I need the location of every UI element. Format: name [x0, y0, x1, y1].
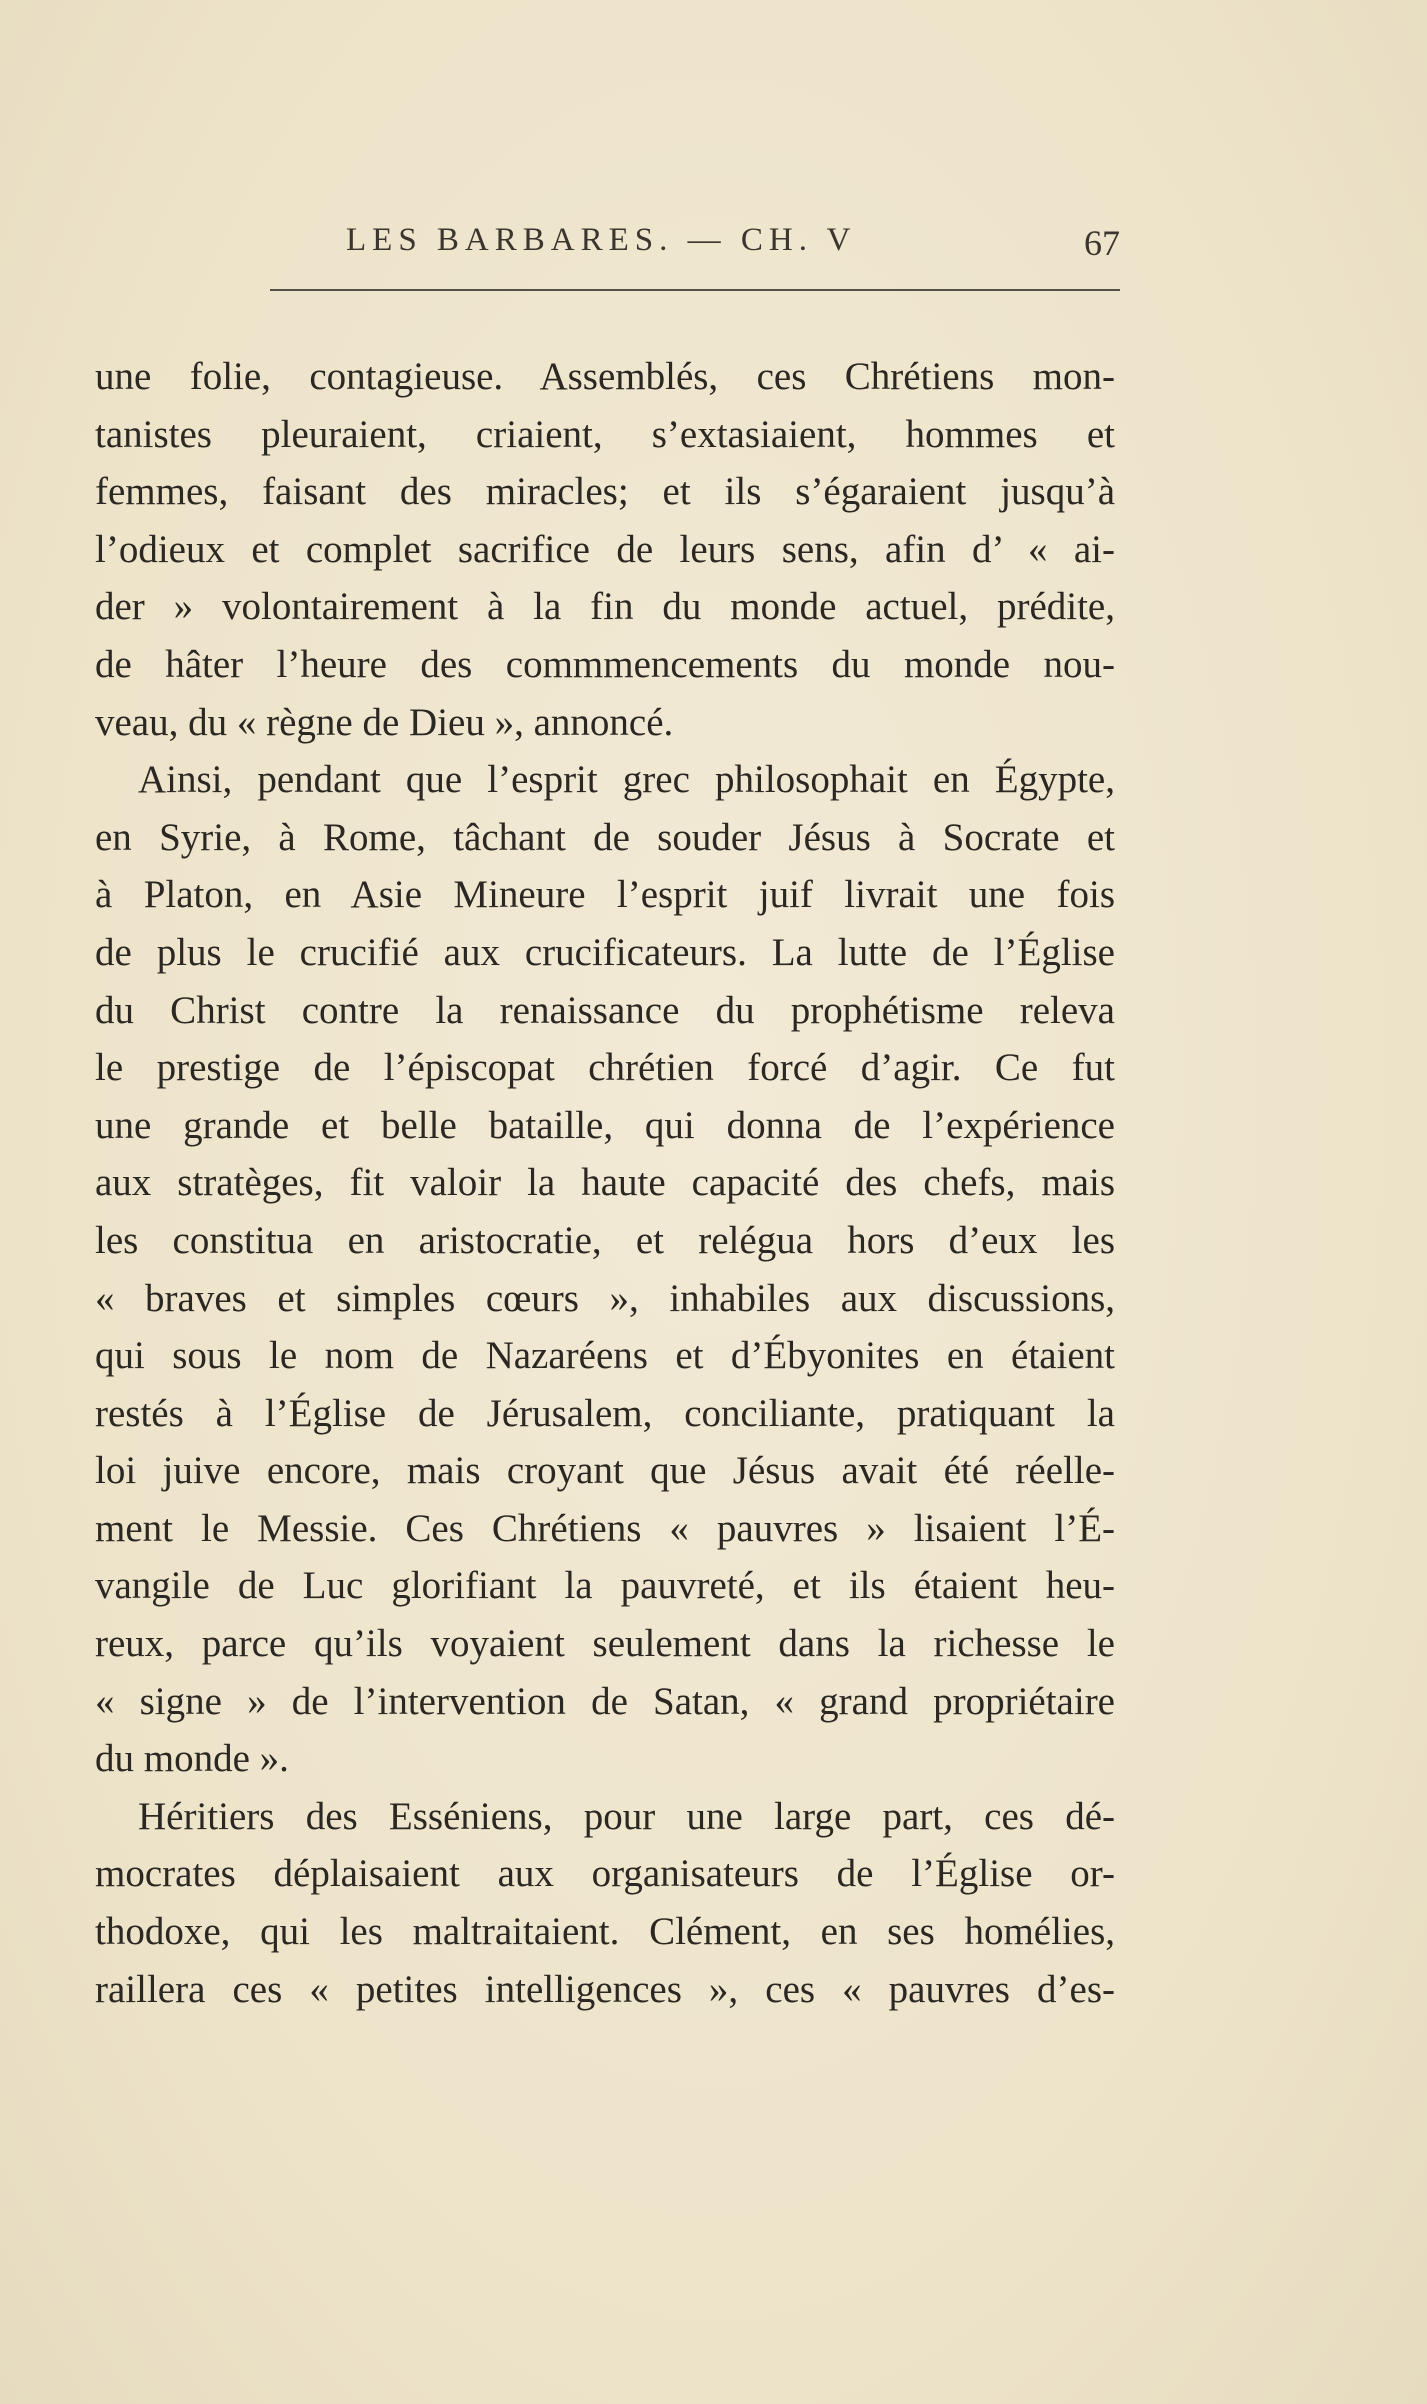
text-line: du monde ». — [95, 1737, 289, 1781]
header-rule — [270, 289, 1120, 291]
text-line: une grande et belle bataille, qui donna de l’expérience — [95, 1103, 1115, 1147]
text-line: thodoxe, qui les maltraitaient. Clément, en ses homélies, — [95, 1910, 1115, 1954]
text-line: qui sous le nom de Nazaréens et d’Ébyonites en étaient — [95, 1334, 1115, 1378]
text-line: ment le Messie. Ces Chrétiens « pauvres » lisaient l’É- — [95, 1506, 1115, 1550]
text-line: restés à l’Église de Jérusalem, conciliante, pratiquant la — [95, 1391, 1115, 1435]
text-line: à Platon, en Asie Mineure l’esprit juif livrait une fois — [95, 873, 1115, 917]
body-text — [95, 348, 1115, 2018]
text-line: femmes, faisant des miracles; et ils s’égaraient jusqu’à — [95, 470, 1115, 514]
text-line: reux, parce qu’ils voyaient seulement dans la richesse le — [95, 1622, 1115, 1666]
text-line: der » volontairement à la fin du monde actuel, prédite, — [95, 585, 1115, 629]
page-number: 67 — [1084, 223, 1120, 263]
text-line: « signe » de l’intervention de Satan, « grand propriétaire — [95, 1679, 1115, 1723]
text-line: le prestige de l’épiscopat chrétien forcé d’agir. Ce fut — [95, 1046, 1115, 1090]
text-line: du Christ contre la renaissance du prophétisme releva — [95, 988, 1115, 1032]
text-line: une folie, contagieuse. Assemblés, ces Chrétiens mon- — [95, 355, 1115, 398]
text-line: l’odieux et complet sacrifice de leurs sens, afin d’ « ai- — [95, 527, 1115, 571]
text-line: raillera ces « petites intelligences », ces « pauvres d’es- — [95, 1967, 1115, 2011]
text-line: de hâter l’heure des commmencements du monde nou- — [95, 642, 1115, 686]
running-title: LES BARBARES. — CH. V — [346, 222, 857, 258]
text-line: de plus le crucifié aux crucificateurs. La lutte de l’Église — [95, 930, 1115, 974]
text-line: aux stratèges, fit valoir la haute capacité des chefs, mais — [95, 1161, 1115, 1205]
text-line: veau, du « règne de Dieu », annoncé. — [95, 700, 674, 744]
text-line: mocrates déplaisaient aux organisateurs de l’Église or- — [95, 1852, 1115, 1896]
text-line: vangile de Luc glorifiant la pauvreté, et ils étaient heu- — [95, 1564, 1115, 1608]
text-line: en Syrie, à Rome, tâchant de souder Jésus à Socrate et — [95, 815, 1115, 859]
text-line: loi juive encore, mais croyant que Jésus avait été réelle- — [95, 1449, 1115, 1493]
running-head — [270, 222, 1120, 272]
text-line: tanistes pleuraient, criaient, s’extasiaient, hommes et — [95, 412, 1115, 456]
text-line: les constitua en aristocratie, et relégua hors d’eux les — [95, 1218, 1115, 1262]
text-line: Ainsi, pendant que l’esprit grec philosophait en Égypte, — [138, 758, 1115, 802]
text-line: Héritiers des Esséniens, pour une large part, ces dé- — [138, 1794, 1115, 1838]
text-line: « braves et simples cœurs », inhabiles aux discussions, — [95, 1276, 1115, 1320]
